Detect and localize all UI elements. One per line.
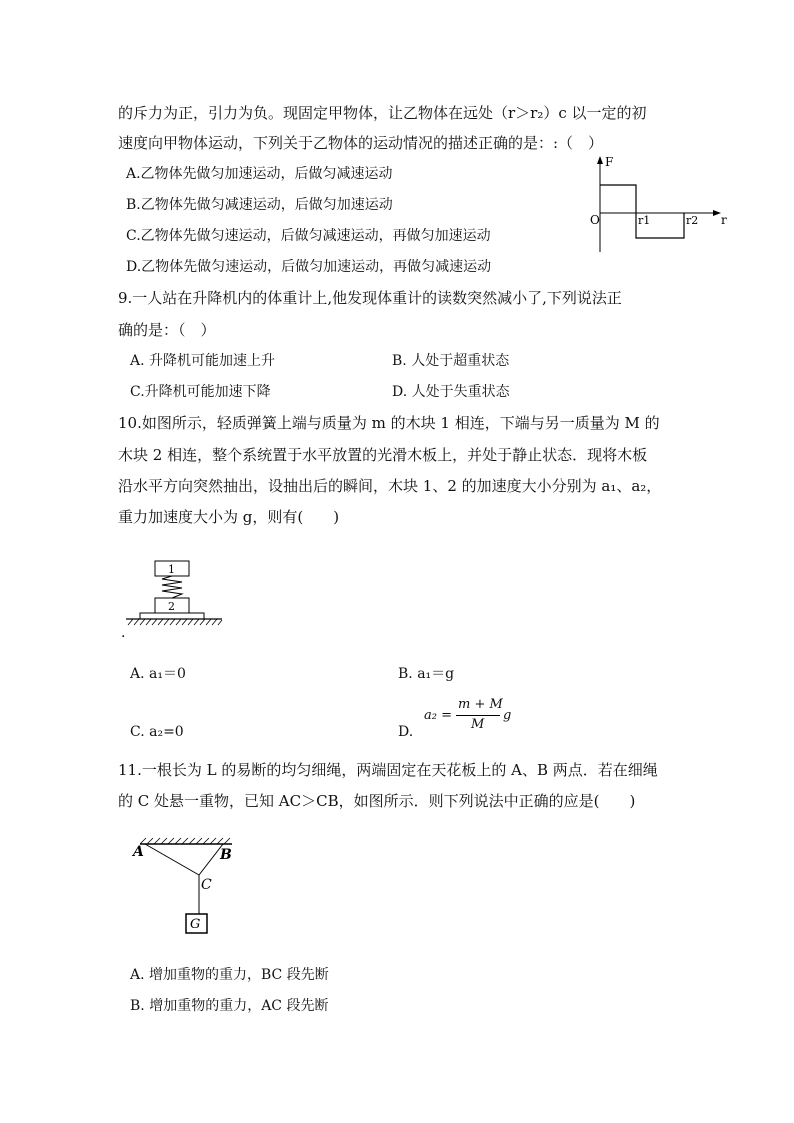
graph-x-label: r	[721, 213, 727, 227]
formula-numerator: m + M	[458, 697, 503, 712]
q11-text-line1: 11.一根长为 L 的易断的均匀细绳，两端固定在天花板上的 A、B 两点．若在细绳	[118, 761, 658, 779]
weight-label: G	[190, 917, 201, 932]
force-curve	[600, 185, 684, 238]
q9-option-b: B. 人处于超重状态	[392, 353, 510, 369]
point-a-label: A	[133, 844, 144, 860]
q10-text-line2: 木块 2 相连，整个系统置于水平放置的光滑木板上，并处于静止状态．现将木板	[118, 446, 648, 464]
q10-text-line3: 沿水平方向突然抽出，设抽出后的瞬间，木块 1、2 的加速度大小分别为 a₁、a₂，	[118, 477, 662, 495]
q9-text-line1: 9.一人站在升降机内的体重计上,他发现体重计的读数突然减小了,下列说法正	[118, 289, 622, 307]
formula-g: g	[503, 708, 512, 723]
block-2-label: 2	[168, 600, 175, 613]
fraction-bar	[456, 715, 500, 716]
graph-y-label: F	[605, 155, 614, 169]
q10-option-b: B. a₁＝g	[398, 666, 455, 682]
q10-option-a: A. a₁＝0	[130, 666, 186, 682]
q11-text-line2: 的 C 处悬一重物，已知 AC＞CB，如图所示．则下列说法中正确的应是( )	[118, 792, 636, 810]
spring-blocks-diagram	[118, 555, 228, 645]
force-distance-graph	[580, 152, 730, 256]
rope-weight-diagram	[128, 830, 243, 938]
q10-text-line4: 重力加速度大小为 g，则有( )	[118, 508, 340, 526]
q8-option-a: A.乙物体先做匀加速运动，后做匀减速运动	[126, 166, 393, 182]
y-axis-arrow	[597, 156, 603, 164]
board	[140, 613, 204, 619]
graph-r1-label: r1	[638, 214, 651, 227]
block-1-label: 1	[168, 563, 175, 576]
graph-origin-label: O	[590, 213, 600, 227]
q11-option-b: B. 增加重物的重力，AC 段先断	[130, 998, 329, 1014]
q10-option-c: C. a₂=0	[130, 724, 184, 740]
point-c-label: C	[201, 877, 212, 893]
q10-option-d-prefix: D.	[398, 724, 414, 740]
ceiling-hatching	[140, 838, 230, 844]
q9-option-c: C.升降机可能加速下降	[130, 384, 271, 400]
q8-text-line1: 的斥力为正，引力为负。现固定甲物体，让乙物体在远处（r＞r₂）c 以一定的初	[118, 104, 647, 122]
q9-option-a: A. 升降机可能加速上升	[130, 353, 276, 369]
formula-denominator: M	[471, 717, 485, 732]
q8-option-c: C.乙物体先做匀速运动，后做匀减速运动，再做匀加速运动	[126, 228, 491, 244]
ground-hatching	[128, 619, 222, 625]
q8-option-b: B.乙物体先做匀减速运动，后做匀加速运动	[126, 197, 393, 213]
stray-dot: ·	[121, 629, 126, 645]
q8-text-line2: 速度向甲物体运动，下列关于乙物体的运动情况的描述正确的是：:（ ）	[118, 134, 604, 152]
point-b-label: B	[220, 847, 232, 863]
rope-ac	[145, 844, 199, 875]
q8-option-d: D.乙物体先做匀速运动，后做匀加速运动，再做匀减速运动	[126, 259, 492, 275]
q10-text-line1: 10.如图所示，轻质弹簧上端与质量为 m 的木块 1 相连，下端与另一质量为 M 的	[118, 414, 660, 432]
q9-text-line2: 确的是：（ ）	[118, 321, 216, 339]
q11-option-a: A. 增加重物的重力，BC 段先断	[130, 967, 329, 983]
graph-r2-label: r2	[686, 214, 699, 227]
x-axis-arrow	[713, 210, 721, 216]
spring	[162, 576, 182, 598]
q9-option-d: D. 人处于失重状态	[392, 384, 510, 400]
formula-lhs: a₂ =	[424, 708, 452, 723]
